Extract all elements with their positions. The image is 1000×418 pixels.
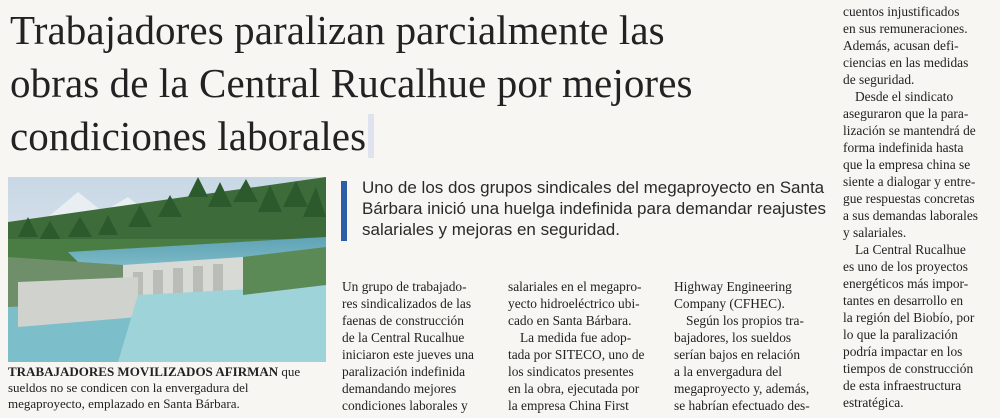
text-line: cuentos injustificados <box>843 4 960 19</box>
text-line: aseguraron que la para- <box>843 106 969 121</box>
headline-line-1: Trabajadores paralizan parcialmente las <box>10 7 665 53</box>
text-line: tiempos de construcción <box>843 361 974 376</box>
headline-line-3: condiciones laborales <box>10 110 810 163</box>
text-line: bajadores, los sueldos <box>674 330 792 345</box>
text-line: yecto hidroeléctrico ubi- <box>508 296 640 311</box>
article-column-4 <box>843 3 993 411</box>
paragraph-continued <box>843 3 993 88</box>
text-line: tada por SITECO, uno de <box>508 347 645 362</box>
dam-photo <box>8 177 326 362</box>
text-line: en sus remuneraciones. <box>843 21 968 36</box>
text-line: podría impactar en los <box>843 344 963 359</box>
text-line: energéticos más impor- <box>843 276 969 291</box>
text-line: Según los propios tra- <box>686 313 804 328</box>
text-line: la empresa China First <box>508 398 629 413</box>
text-line: y salariales. <box>843 225 907 240</box>
text-line: de la Central Rucalhue <box>342 330 465 345</box>
article-column-2 <box>508 278 661 414</box>
text-line: lización se mantendrá de <box>843 123 976 138</box>
text-line: res sindicalizados de las <box>342 296 472 311</box>
text-line: forma indefinida hasta <box>843 140 964 155</box>
text-line: es uno de los proyectos <box>843 259 968 274</box>
paragraph <box>508 278 661 329</box>
text-line: a la envergadura del <box>674 364 782 379</box>
text-line: Un grupo de trabajado- <box>342 279 467 294</box>
text-line: iniciaron este jueves una <box>342 347 474 362</box>
headline-line-2: obras de la Central Rucalhue por mejores <box>10 60 693 106</box>
text-line: serían bajos en relación <box>674 347 801 362</box>
text-line: se habrían efectuado des- <box>674 398 810 413</box>
paragraph <box>843 241 993 411</box>
article-summary: Uno de los dos grupos sindicales del megaproyecto en Santa Bárbara inició una huelga indefinida para demandar reajustes salariales y mejoras en seguridad. <box>362 178 827 239</box>
text-line: la región del Biobío, por <box>843 310 975 325</box>
text-line: Highway Engineering <box>674 279 792 294</box>
text-cursor <box>368 114 374 158</box>
photo-caption <box>8 364 328 412</box>
summary-accent-bar <box>341 181 347 241</box>
text-line: siente a dialogar y entre- <box>843 174 976 189</box>
text-line: Además, acusan defi- <box>843 38 959 53</box>
text-line: a sus demandas laborales <box>843 208 978 223</box>
caption-text: que sueldos no se condicen con la envergadura del megaproyecto, emplazado en Santa Bárbara. <box>8 364 301 411</box>
text-line: condiciones laborales y <box>342 398 468 413</box>
text-line: que la empresa china se <box>843 157 971 172</box>
text-line: faenas de construcción <box>342 313 464 328</box>
paragraph <box>674 312 827 414</box>
text-line: cado en Santa Bárbara. <box>508 313 632 328</box>
text-line: ciencias en las medidas <box>843 55 969 70</box>
text-line: demandando mejores <box>342 381 457 396</box>
text-line: tantes en desarrollo en <box>843 293 964 308</box>
text-line: de seguridad. <box>843 72 915 87</box>
text-line: La medida fue adop- <box>520 330 632 345</box>
text-line: Desde el sindicato <box>855 89 954 104</box>
text-line: megaproyecto y, además, <box>674 381 810 396</box>
dam-illustration <box>8 177 326 362</box>
text-line: paralización indefinida <box>342 364 466 379</box>
article-column-3 <box>674 278 827 414</box>
paragraph <box>843 88 993 241</box>
text-line: los sindicatos presentes <box>508 364 634 379</box>
text-line: Company (CFHEC). <box>674 296 785 311</box>
article-column-1 <box>342 278 495 414</box>
headline <box>10 4 810 163</box>
text-line: de esta infraestructura <box>843 378 962 393</box>
text-line: gue respuestas concretas <box>843 191 975 206</box>
caption-lead: TRABAJADORES MOVILIZADOS AFIRMAN <box>8 364 279 379</box>
paragraph <box>342 278 495 414</box>
text-line: en la obra, ejecutada por <box>508 381 640 396</box>
text-line: lo que la paralización <box>843 327 958 342</box>
paragraph <box>674 278 827 312</box>
text-line: salariales en el megapro- <box>508 279 642 294</box>
text-line: estratégica. <box>843 395 904 410</box>
text-line: La Central Rucalhue <box>855 242 966 257</box>
